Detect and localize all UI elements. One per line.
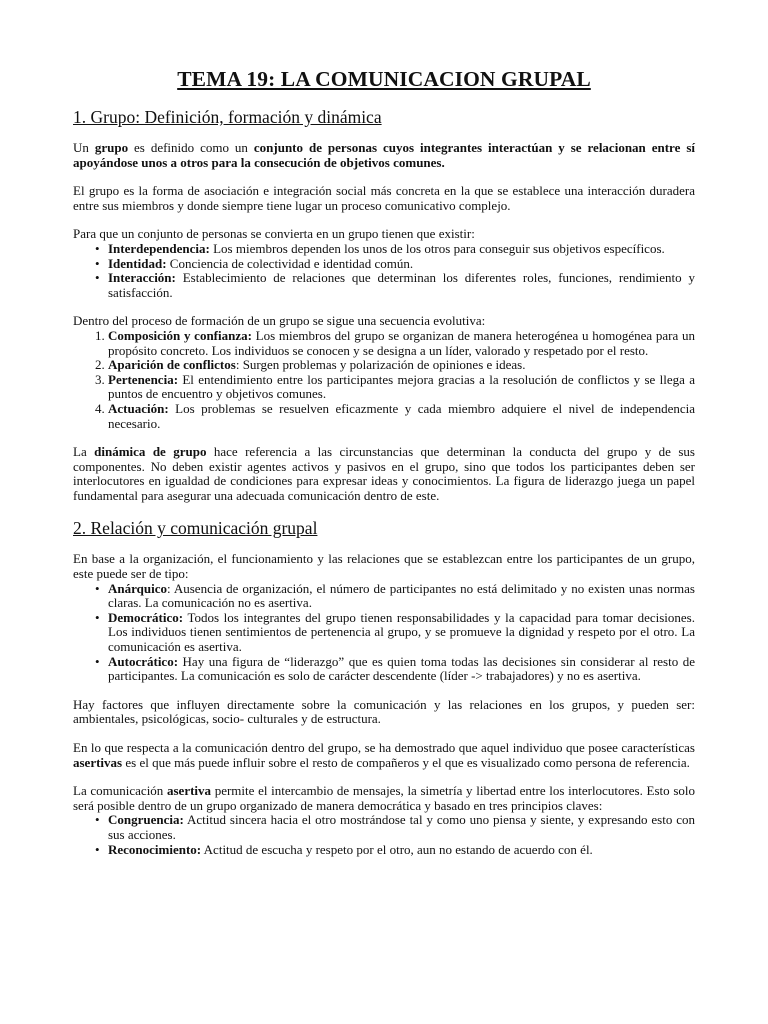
list-item: • Anárquico: Ausencia de organización, el número de participantes no está delimitado y no existen unas normas claras. La comunicación no es asertiva. [73, 582, 695, 611]
document-body [73, 66, 695, 871]
list-item: 3. Pertenencia: El entendimiento entre los participantes mejora gracias a la resolución de conflictos y se llega a puntos de encuentro y objetivos comunes. [95, 371, 695, 402]
types-intro: En base a la organización, el funcionamiento y las relaciones que se establezcan entre los participantes de un grupo, este puede ser de tipo: [73, 551, 695, 582]
principles-list [73, 813, 695, 857]
group-social-paragraph: El grupo es la forma de asociación e integración social más concreta en la que se establece una interacción duradera entre sus miembros y donde siempre tiene lugar un proceso comunicativo complejo. [73, 183, 695, 213]
list-item: • Interdependencia: Los miembros dependen los unos de los otros para conseguir sus objetivos específicos. [73, 242, 695, 257]
group-types-list [73, 582, 695, 684]
list-item: • Autocrático: Hay una figura de “liderazgo” que es quien toma todas las decisiones sin considerar al resto de participantes. La comunicación es solo de carácter descendente (líder -> trabajadores) y no es asertiva. [73, 655, 695, 684]
phases-intro: Dentro del proceso de formación de un grupo se sigue una secuencia evolutiva: [73, 313, 486, 329]
requirements-list [73, 242, 695, 300]
group-definition-paragraph: Un grupo es definido como un conjunto de personas cuyos integrantes interactúan y se relacionan entre sí apoyándose unos a otros para la consecución de objetivos comunes. [73, 140, 695, 170]
assertive-communication-paragraph: La comunicación asertiva permite el intercambio de mensajes, la simetría y libertad entre los interlocutores. Esto solo será posible dentro de un grupo organizado de manera democrática y basado en tres principios claves: [73, 783, 695, 813]
list-item: 1. Composición y confianza: Los miembros del grupo se organizan de manera heterogénea u homogénea para un propósito concreto. Los individuos se conocen y se designa a un líder, valorado y respetado por el resto. [95, 327, 696, 358]
list-item: • Reconocimiento: Actitud de escucha y respeto por el otro, aun no estando de acuerdo con él. [73, 843, 695, 858]
phases-list [73, 329, 695, 431]
requirements-intro: Para que un conjunto de personas se convierta en un grupo tienen que existir: [73, 226, 475, 242]
list-item: • Congruencia: Actitud sincera hacia el otro mostrándose tal y como uno piensa y siente, y expresando esto con sus acciones. [73, 813, 695, 842]
list-item: • Identidad: Conciencia de colectividad e identidad común. [73, 257, 695, 272]
list-item: 2. Aparición de conflictos: Surgen problemas y polarización de opiniones e ideas. [95, 357, 526, 373]
document-title: TEMA 19: LA COMUNICACION GRUPAL [177, 67, 591, 91]
section-1-heading: 1. Grupo: Definición, formación y dinámica [73, 107, 382, 127]
list-item: 4. Actuación: Los problemas se resuelven eficazmente y cada miembro adquiere el nivel de independencia necesario. [95, 400, 695, 431]
factors-paragraph: Hay factores que influyen directamente sobre la comunicación y las relaciones en los grupos, y pueden ser: ambientales, psicológicas, socio- culturales y de estructura. [73, 696, 695, 727]
section-2-heading: 2. Relación y comunicación grupal [73, 518, 318, 539]
group-dynamics-paragraph: La dinámica de grupo hace referencia a las circunstancias que determinan la conducta del grupo y de sus componentes. No deben existir agentes activos y pasivos en el grupo, sino que todos los participantes deben ser interlocutores en igualdad de condiciones para expresar ideas y conocimientos. La figura de liderazgo juega un papel fundamental para asegurar una adecuada comunicación dentro de este. [73, 444, 695, 503]
assertive-influence-paragraph: En lo que respecta a la comunicación dentro del grupo, se ha demostrado que aquel individuo que posee características asertivas es el que más puede influir sobre el resto de compañeros y el que es visualizado como persona de referencia. [73, 740, 695, 770]
list-item: • Democrático: Todos los integrantes del grupo tienen responsabilidades y la capacidad para tomar decisiones. Los individuos tienen sentimientos de pertenencia al grupo, y se promueve la dignidad y respeto por el otro. La comunicación es asertiva. [73, 611, 695, 655]
list-item: • Interacción: Establecimiento de relaciones que determinan los diferentes roles, funciones, rendimiento y satisfacción. [73, 271, 695, 300]
